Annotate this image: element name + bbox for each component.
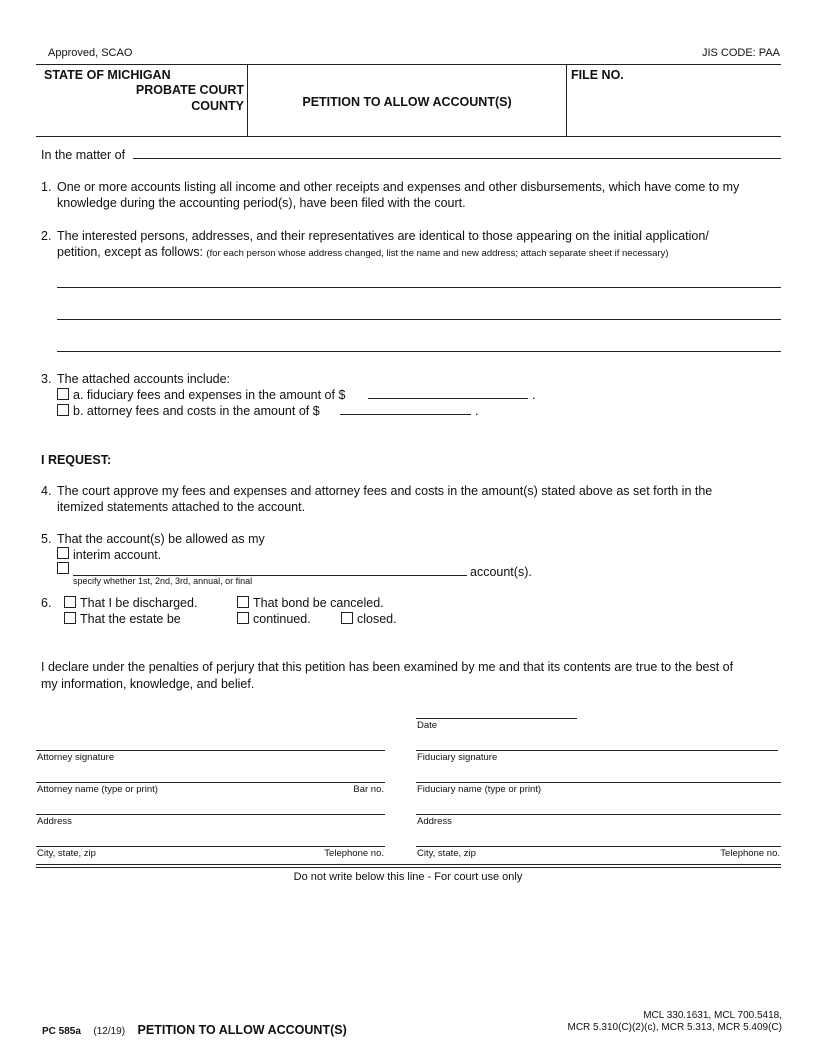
date-label: Date <box>417 720 438 731</box>
item1-line2: knowledge during the accounting period(s), have been filed with the court. <box>57 196 466 210</box>
item2-line1: The interested persons, addresses, and their representatives are identical to those appearing on the initial application/ <box>57 229 709 243</box>
fiduciary-signature-field[interactable] <box>416 750 778 751</box>
attorney-fees-checkbox[interactable] <box>57 404 69 416</box>
fiduciary-address-field[interactable] <box>416 814 781 815</box>
fiduciary-city-field[interactable] <box>416 846 781 847</box>
approved-label: Approved, SCAO <box>48 47 133 59</box>
fiduciary-telephone-label: Telephone no. <box>720 848 780 859</box>
file-no-field[interactable] <box>570 86 778 132</box>
form-number: PC 585a <box>42 1026 81 1037</box>
bond-canceled-checkbox[interactable] <box>237 596 249 608</box>
court-use-rule-top <box>36 864 781 865</box>
fiduciary-fees-amount-field[interactable] <box>368 398 528 399</box>
continued-label: continued. <box>253 612 311 626</box>
header-top-rule <box>36 64 781 65</box>
request-heading: I REQUEST: <box>41 453 112 467</box>
item5-text: That the account(s) be allowed as my <box>57 532 265 546</box>
fiduciary-name-label: Fiduciary name (type or print) <box>417 784 542 795</box>
other-account-suffix: account(s). <box>470 565 532 579</box>
declaration-line1: I declare under the penalties of perjury that this petition has been examined by me and that its contents are true to the best of <box>41 660 734 674</box>
court-label: PROBATE COURT <box>135 83 244 97</box>
footer-references <box>568 1010 783 1034</box>
fiduciary-fees-checkbox[interactable] <box>57 388 69 400</box>
item3-text: The attached accounts include: <box>57 372 231 386</box>
matter-label: In the matter of <box>41 148 126 162</box>
fiduciary-city-label: City, state, zip <box>417 848 476 859</box>
discharged-label: That I be discharged. <box>80 596 198 610</box>
court-use-rule-bottom <box>36 867 781 868</box>
item2-entry-line[interactable] <box>57 319 781 320</box>
footer-ref-line2: MCR 5.310(C)(2)(c), MCR 5.313, MCR 5.409(C) <box>567 1022 782 1033</box>
attorney-fees-period: . <box>475 404 479 418</box>
form-date: (12/19) <box>93 1026 126 1037</box>
fiduciary-address-label: Address <box>417 816 452 827</box>
item1-number: 1. <box>41 180 52 194</box>
attorney-city-field[interactable] <box>36 846 385 847</box>
attorney-fees-label: b. attorney fees and costs in the amount of $ <box>73 404 320 418</box>
footer-ref-line1: MCL 330.1631, MCL 700.5418, <box>643 1010 782 1021</box>
court-use-label: Do not write below this line - For court use only <box>293 871 523 883</box>
item3-number: 3. <box>41 372 52 386</box>
header-divider-right <box>566 65 567 137</box>
footer-title: PETITION TO ALLOW ACCOUNT(S) <box>137 1023 347 1037</box>
other-account-note: specify whether 1st, 2nd, 3rd, annual, or final <box>73 576 253 586</box>
item2-line2: petition, except as follows: (for each person whose address changed, list the name and new address; attach separate sheet if necessary) <box>57 245 669 259</box>
date-field[interactable] <box>416 718 577 719</box>
estate-label: That the estate be <box>80 612 181 626</box>
fiduciary-fees-label: a. fiduciary fees and expenses in the amount of $ <box>73 388 346 402</box>
attorney-fees-amount-field[interactable] <box>340 414 471 415</box>
item4-line1: The court approve my fees and expenses and attorney fees and costs in the amount(s) stated above as set forth in the <box>57 484 713 498</box>
matter-field[interactable] <box>133 158 781 159</box>
state-label: STATE OF MICHIGAN <box>44 68 171 82</box>
attorney-city-label: City, state, zip <box>37 848 96 859</box>
item4-number: 4. <box>41 484 52 498</box>
item2-number: 2. <box>41 229 52 243</box>
item2-note: (for each person whose address changed, list the name and new address; attach separate sheet if necessary) <box>206 248 669 259</box>
declaration-line2: my information, knowledge, and belief. <box>41 677 255 691</box>
fiduciary-fees-period: . <box>532 388 536 402</box>
attorney-name-label: Attorney name (type or print) <box>37 784 158 795</box>
item4-line2: itemized statements attached to the account. <box>57 500 306 514</box>
attorney-name-field[interactable] <box>36 782 385 783</box>
page-title: PETITION TO ALLOW ACCOUNT(S) <box>302 95 512 109</box>
attorney-signature-label: Attorney signature <box>37 752 115 763</box>
attorney-address-label: Address <box>37 816 72 827</box>
item2-entry-line[interactable] <box>57 351 781 352</box>
item2-entry-line[interactable] <box>57 287 781 288</box>
jis-code-label: JIS CODE: PAA <box>701 47 780 59</box>
discharged-checkbox[interactable] <box>64 596 76 608</box>
file-no-label: FILE NO. <box>571 68 624 82</box>
fiduciary-signature-label: Fiduciary signature <box>417 752 498 763</box>
interim-account-label: interim account. <box>73 548 162 562</box>
header-bottom-rule <box>36 136 781 137</box>
fiduciary-name-field[interactable] <box>416 782 781 783</box>
item1-line1: One or more accounts listing all income and other receipts and expenses and other disbursements, which have come to my <box>57 180 740 194</box>
closed-checkbox[interactable] <box>341 612 353 624</box>
footer-form-id <box>42 1021 347 1039</box>
interim-account-checkbox[interactable] <box>57 547 69 559</box>
closed-label: closed. <box>357 612 397 626</box>
attorney-signature-field[interactable] <box>36 750 385 751</box>
attorney-address-field[interactable] <box>36 814 385 815</box>
attorney-telephone-label: Telephone no. <box>324 848 384 859</box>
county-label: COUNTY <box>191 99 244 113</box>
item5-number: 5. <box>41 532 52 546</box>
other-account-checkbox[interactable] <box>57 562 69 574</box>
bar-no-label: Bar no. <box>353 784 384 795</box>
item6-number: 6. <box>41 596 52 610</box>
continued-checkbox[interactable] <box>237 612 249 624</box>
estate-checkbox[interactable] <box>64 612 76 624</box>
bond-canceled-label: That bond be canceled. <box>253 596 384 610</box>
